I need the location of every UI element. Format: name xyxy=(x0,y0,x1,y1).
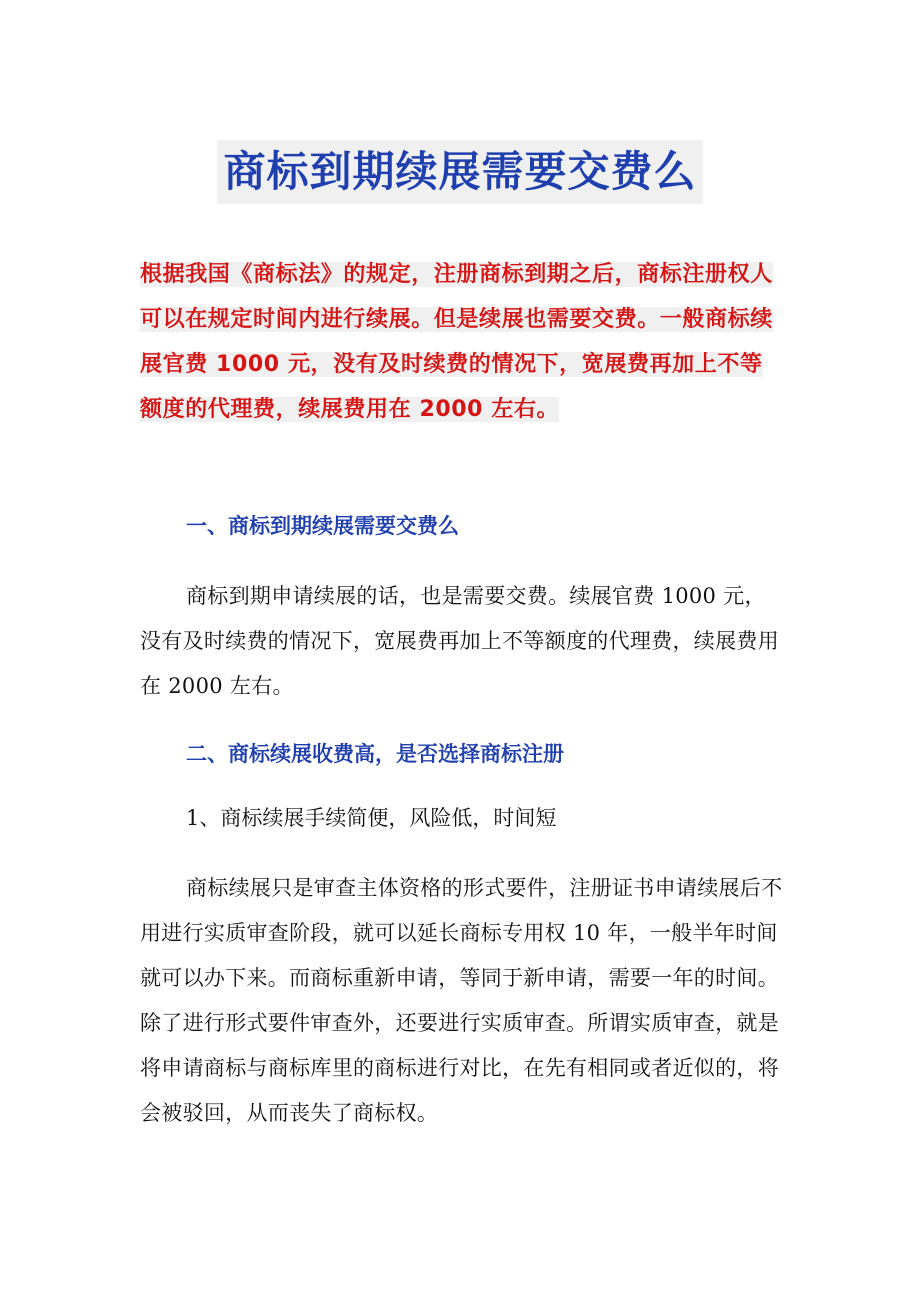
page-title: 商标到期续展需要交费么 xyxy=(217,140,702,204)
section-heading-2: 二、商标续展收费高，是否选择商标注册 xyxy=(186,742,564,766)
section-1-paragraph: 商标到期申请续展的话，也是需要交费。续展官费 1000 元，没有及时续费的情况下，宽展费再加上不等额度的代理费，续展费用在 2000 左右。 xyxy=(140,584,779,698)
section-2-item-1: 1、商标续展手续简便，风险低，时间短 xyxy=(186,806,557,830)
title-container xyxy=(0,112,920,232)
intro-paragraph xyxy=(140,252,782,432)
section-heading-1: 一、商标到期续展需要交费么 xyxy=(186,514,459,538)
section-2-paragraph: 商标续展只是审查主体资格的形式要件，注册证书申请续展后不用进行实质审查阶段，就可以延长商标专用权 10 年，一般半年时间就可以办下来。而商标重新申请，等同于新申请，需要一年的时间。除了进行形式要件审查外，还要进行实质审查。所谓实质审查，就是将申请商标与商标库里的商标进行对比，在先有相同或者近似的，将会被驳回，从而丧失了商标权。 xyxy=(140,876,783,1125)
intro-text: 根据我国《商标法》的规定，注册商标到期之后，商标注册权人可以在规定时间内进行续展。但是续展也需要交费。一般商标续展官费 1000 元，没有及时续费的情况下，宽展费再加上不等额度的代理费，续展费用在 2000 左右。 xyxy=(140,262,773,422)
